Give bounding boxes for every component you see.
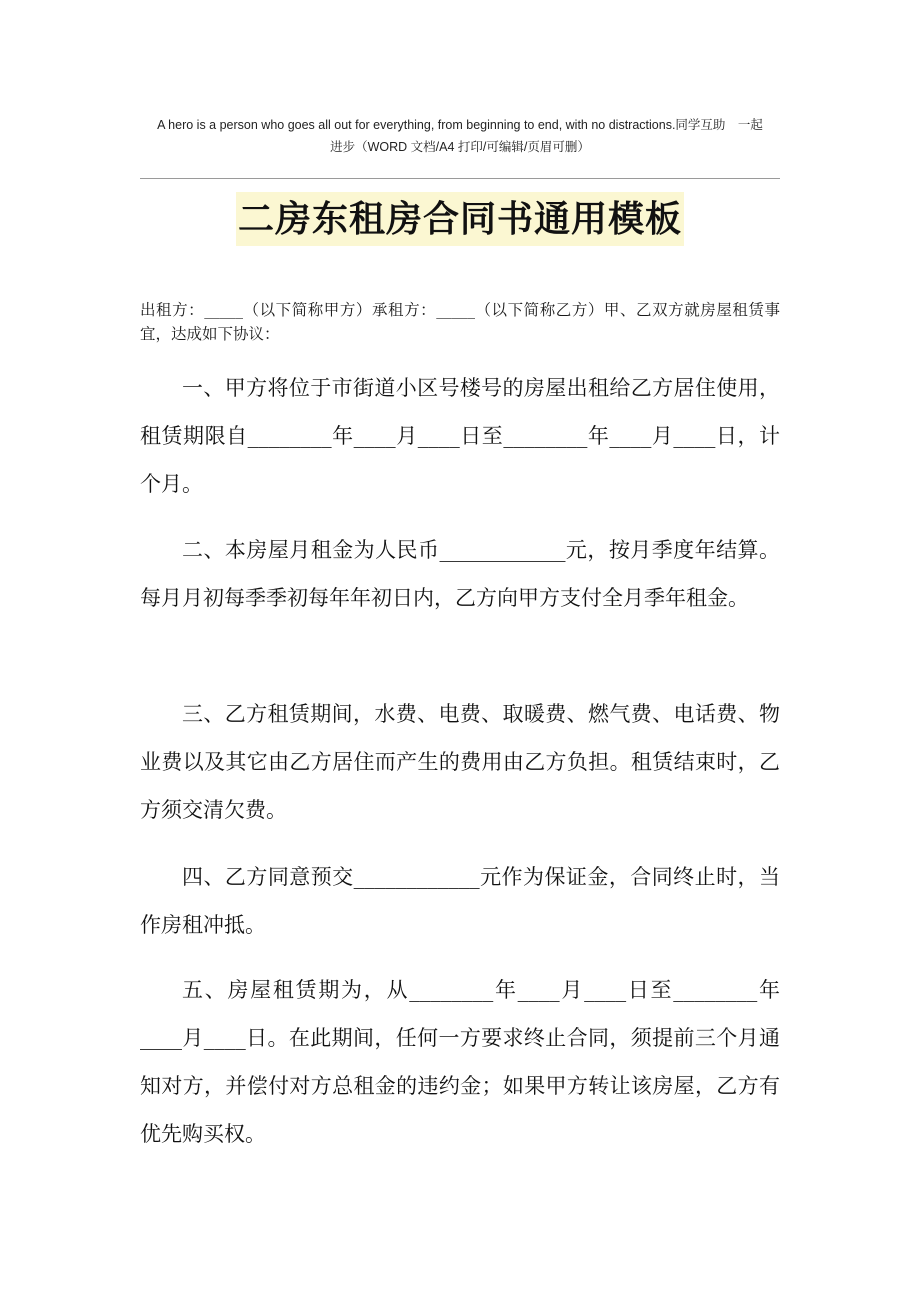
clause-2: 二、本房屋月租金为人民币____________元，按月季度年结算。每月月初每季季初每年年初日内，乙方向甲方支付全月季年租金。: [140, 538, 780, 610]
clause-4: 四、乙方同意预交____________元作为保证金，合同终止时，当作房租冲抵。: [140, 865, 780, 937]
page-header: [140, 114, 780, 158]
clause-5: 五、房屋租赁期为，从________年____月____日至________年____月____日。在此期间，任何一方要求终止合同，须提前三个月通知对方，并偿付对方总租金的违约金；如果甲方转让该房屋，乙方有优先购买权。: [140, 978, 780, 1146]
header-line-1: A hero is a person who goes all out for everything, from beginning to end, with no distractions.同学互助 一起: [157, 118, 763, 132]
clause-1: 一、甲方将位于市街道小区号楼号的房屋出租给乙方居住使用，租赁期限自________年____月____日至________年____月____日，计个月。: [140, 376, 780, 496]
header-line-2: 进步（WORD 文档/A4 打印/可编辑/页眉可删）: [330, 140, 590, 154]
intro-paragraph: 出租方：_____（以下简称甲方）承租方：_____（以下简称乙方）甲、乙双方就房屋租赁事宜，达成如下协议：: [140, 301, 780, 343]
document-title: 二房东租房合同书通用模板: [236, 192, 684, 246]
header-divider: [140, 178, 780, 179]
clause-3: 三、乙方租赁期间，水费、电费、取暖费、燃气费、电话费、物业费以及其它由乙方居住而产生的费用由乙方负担。租赁结束时，乙方须交清欠费。: [140, 702, 780, 822]
title-container: [0, 192, 920, 246]
